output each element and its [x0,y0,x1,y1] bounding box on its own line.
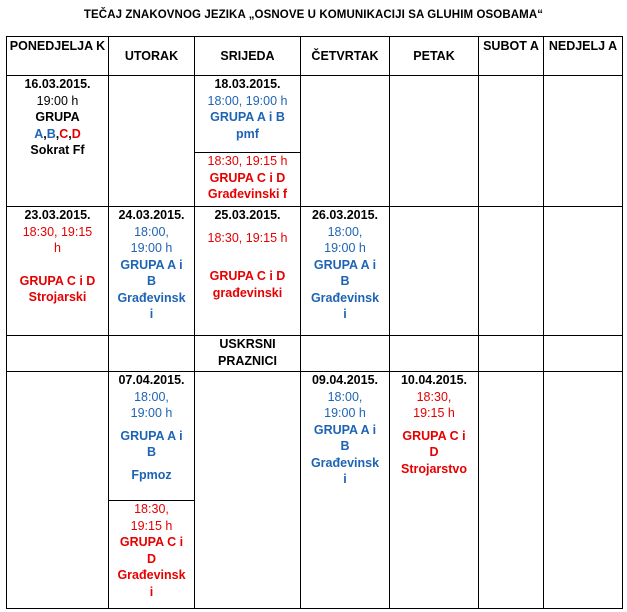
session-group: GRUPA A i B [210,110,285,124]
session-group: GRUPA A i [313,257,377,272]
session-date: 26.03.2015. [311,208,379,222]
session-time: 19:00 h [36,93,79,108]
empty-cell [7,336,109,372]
empty-cell [390,76,479,207]
session-date: 07.04.2015. [118,373,185,387]
session-time: 18:30, 19:15 h [207,230,288,245]
session-cell [390,372,479,609]
session-place: Strojarski [28,290,87,304]
group-d: D [71,126,81,141]
session-time: 19:00 h [130,241,173,255]
empty-cell [544,207,623,336]
empty-cell [390,207,479,336]
session-place: Građevinsk [117,290,186,305]
session-group: GRUPA C i D [209,269,286,283]
session-cell [109,207,195,336]
session-date: 25.03.2015. [214,208,281,222]
header-wednesday: SRIJEDA [195,37,301,76]
page-title: TEČAJ ZNAKOVNOG JEZIKA „OSNOVE U KOMUNIKACIJI SA GLUHIM OSOBAMA“ [83,9,544,21]
header-friday: PETAK [390,37,479,76]
session-time-unit: h [54,241,61,255]
empty-cell [301,76,390,207]
empty-cell [7,372,109,609]
schedule-table [6,36,623,609]
session-time: 19:15 h [130,518,173,533]
session-place: pmf [236,126,259,141]
empty-cell [390,336,479,372]
session-group: GRUPA C i D [209,170,286,185]
session-cell [195,207,301,336]
session-place: i [343,472,347,486]
empty-cell [109,76,195,207]
empty-cell [544,76,623,207]
session-cell [301,372,390,609]
holiday-label: PRAZNICI [217,353,278,368]
session-time: 19:15 h [413,406,455,420]
session-time: 18:00, [327,389,363,404]
session-cell [109,501,195,609]
session-group: B [146,274,157,288]
session-date: 10.04.2015. [400,373,468,387]
session-time: 19:00 h [324,241,366,255]
week-row [7,336,623,372]
session-time: 18:30, 19:15 [22,224,93,239]
session-time: 18:30, [134,502,169,516]
session-cell [301,207,390,336]
session-time: 18:30, [416,389,452,404]
session-time: 18:00, [327,224,363,239]
header-monday: PONEDJELJA K [7,37,109,76]
empty-cell [544,336,623,372]
session-cell [109,372,195,501]
empty-cell [301,336,390,372]
session-time: 18:00, [134,224,169,239]
empty-cell [544,372,623,609]
session-group: GRUPA C i [119,535,184,549]
session-place: Građevinsk [310,455,380,470]
session-place: Strojarstvo [401,461,467,476]
group-sep: , [55,126,60,141]
session-place: i [149,307,154,321]
session-place: Sokrat Ff [30,143,85,157]
session-group: B [146,445,157,459]
session-date: 23.03.2015. [24,208,91,222]
group-a: A [34,126,44,141]
session-date: 09.04.2015. [311,373,379,387]
session-cell [7,207,109,336]
group-b: B [46,126,56,141]
group-sep: , [43,126,47,141]
session-date: 18.03.2015. [214,77,281,91]
holiday-label: USKRSNI [219,337,276,351]
session-place: Fpmoz [131,467,172,482]
group-c: C [59,126,69,141]
week-row [7,76,623,153]
empty-cell [109,336,195,372]
session-group: B [340,439,350,453]
empty-cell [195,372,301,609]
session-cell [195,76,301,153]
session-group: D [146,551,157,566]
session-group: GRUPA C i D [19,273,96,288]
session-date: 24.03.2015. [118,208,185,222]
session-place: građevinski [212,285,283,300]
session-group: GRUPA A i [120,428,183,443]
session-time: 18:00, [134,389,169,404]
header-thursday: ČETVRTAK [301,37,390,76]
session-group: B [340,274,350,288]
session-place: Građevinsk [310,290,380,305]
session-place: i [343,307,347,321]
session-group: GRUPA C i [402,428,466,443]
group-sep: , [68,126,72,141]
session-time: 19:00 h [130,406,173,420]
header-row [7,37,623,76]
empty-cell [479,207,544,336]
header-tuesday: UTORAK [109,37,195,76]
empty-cell [479,372,544,609]
empty-cell [479,336,544,372]
holiday-cell [195,336,301,372]
session-place: Građevinski f [207,187,288,201]
session-cell [7,76,109,207]
session-group: D [429,445,439,459]
session-place: Građevinsk [117,568,186,582]
session-group [9,109,106,142]
empty-cell [479,76,544,207]
week-row [7,207,623,336]
header-saturday: SUBOT A [479,37,544,76]
session-time: 18:00, 19:00 h [207,93,288,108]
session-date: 16.03.2015. [24,77,91,91]
header-sunday: NEDJELJ A [544,37,623,76]
session-cell [195,153,301,207]
group-label: GRUPA [35,110,80,124]
session-time: 18:30, 19:15 h [207,154,288,168]
session-time: 19:00 h [324,406,366,420]
session-group: GRUPA A i [120,257,183,272]
week-row [7,372,623,501]
session-group: GRUPA A i [313,422,377,437]
session-place: i [149,584,154,599]
